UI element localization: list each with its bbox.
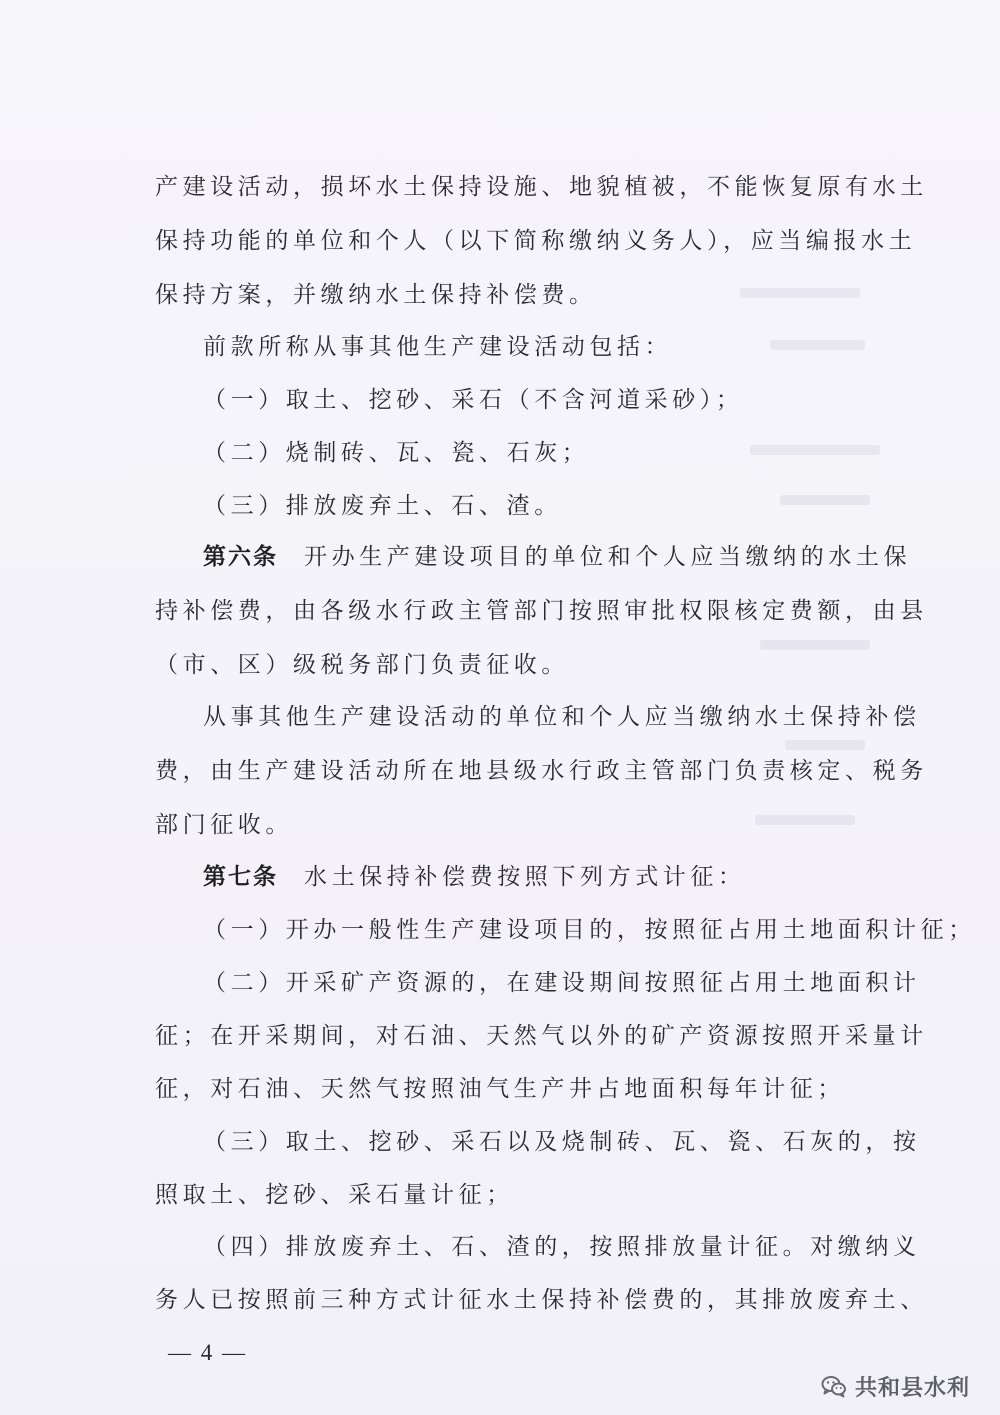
text-line: 征，对石油、天然气按照油气生产井占地面积每年计征； [155,1076,845,1102]
text-line: （市、区）级税务部门负责征收。 [155,652,569,678]
text-line: （四）排放废弃土、石、渣的，按照排放量计征。对缴纳义 [203,1234,921,1260]
text-line: （二）烧制砖、瓦、瓷、石灰； [203,440,590,466]
watermark-text: 共和县水利 [854,1375,970,1401]
article-seven-heading: 第七条 [203,864,278,890]
text-line: 保持功能的单位和个人（以下简称缴纳义务人），应当编报水土 [155,228,917,254]
text-line: 征；在开采期间，对石油、天然气以外的矿产资源按照开采量计 [155,1023,928,1049]
text-line: 保持方案，并缴纳水土保持补偿费。 [155,282,597,308]
text-line: （三）排放废弃土、石、渣。 [203,493,562,519]
text-line: （三）取土、挖砂、采石以及烧制砖、瓦、瓷、石灰的，按 [203,1129,921,1155]
text-line: （二）开采矿产资源的，在建设期间按照征占用土地面积计 [203,970,921,996]
text-line: （一）取土、挖砂、采石（不含河道采砂）； [203,387,744,413]
text-line: 水土保持补偿费按照下列方式计征： [304,864,746,890]
page-number: — 4 — [168,1340,247,1365]
article-six-heading: 第六条 [203,544,278,570]
text-line: 务人已按照前三种方式计征水土保持补偿费的，其排放废弃土、 [155,1287,928,1313]
text-line: 前款所称从事其他生产建设活动包括： [203,334,673,360]
text-line: 开办生产建设项目的单位和个人应当缴纳的水土保 [304,544,912,570]
article-six-line [203,540,938,574]
text-line: 部门征收。 [155,812,293,838]
text-line: （一）开办一般性生产建设项目的，按照征占用土地面积计征； [203,917,976,943]
wechat-icon [821,1373,847,1399]
article-seven-line [203,860,938,894]
watermark [821,1368,970,1404]
text-line: 从事其他生产建设活动的单位和个人应当缴纳水土保持补偿 [203,704,921,730]
text-line: 持补偿费，由各级水行政主管部门按照审批权限核定费额，由县 [155,598,928,624]
text-line: 产建设活动，损坏水土保持设施、地貌植被，不能恢复原有水土 [155,174,928,200]
text-line: 费，由生产建设活动所在地县级水行政主管部门负责核定、税务 [155,758,928,784]
text-line: 照取土、挖砂、采石量计征； [155,1182,514,1208]
